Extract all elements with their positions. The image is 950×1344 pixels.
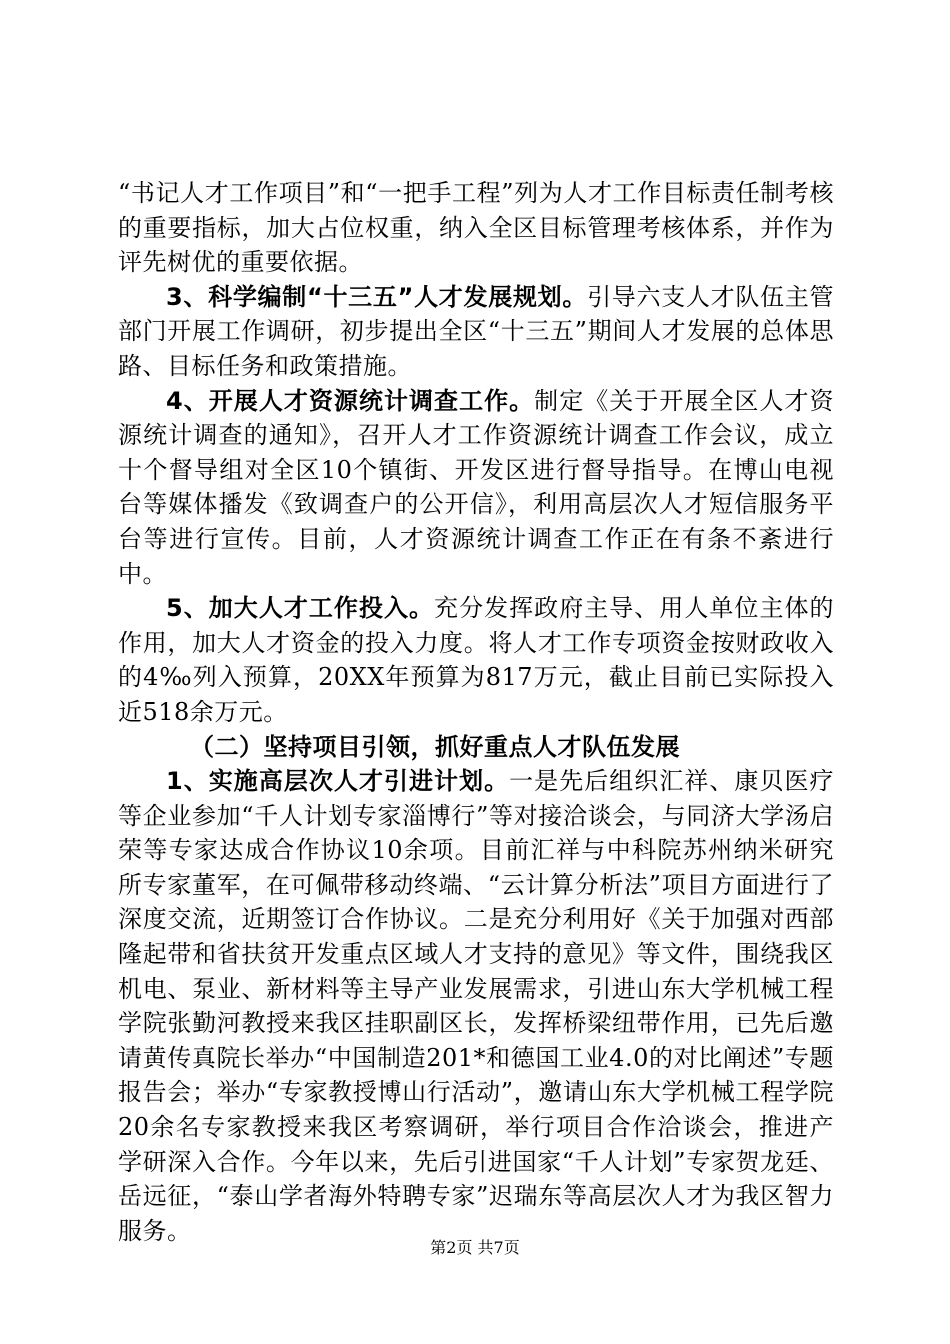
paragraph-text: 一是先后组织汇祥、康贝医疗等企业参加“千人计划专家淄博行”等对接洽谈会，与同济大学汤启荣等专家达成合作协议10余项。目前汇祥与中科院苏州纳米研究所专家董军，在可佩带移动终端、“云计算分析法”项目方面进行了深度交流，近期签订合作协议。二是充分利用好《关于加强对西部隆起带和省扶贫开发重点区域人才支持的意见》等文件，围绕我区机电、泵业、新材料等主导产业发展需求，引进山东大学机械工程学院张勤河教授来我区挂职副区长，发挥桥梁纽带作用，已先后邀请黄传真院长举办“中国制造201*和德国工业4.0的对比阐述”专题报告会；举办“专家教授博山行活动”，邀请山东大学机械工程学院20余名专家教授来我区考察调研，举行项目合作洽谈会，推进产学研深入合作。今年以来，先后引进国家“千人计划”专家贺龙廷、岳远征，“泰山学者海外特聘专家”迟瑞东等高层次人才为我区智力服务。 [118,767,835,1245]
paragraph-investment [118,591,834,729]
paragraph-lead: 4、开展人才资源统计调查工作。 [166,386,535,415]
paragraph-statistics-survey [118,384,834,592]
page-number-label: 第2页 共7页 [430,1238,520,1257]
paragraph-high-level-talent [118,764,834,1248]
section-heading [118,730,834,765]
page-number-footer [0,1238,950,1258]
section-heading-text: （二）坚持项目引领，抓好重点人才队伍发展 [190,732,680,761]
paragraph-lead: 1、实施高层次人才引进计划。 [166,767,510,796]
paragraph-text: 制定《关于开展全区人才资源统计调查的通知》，召开人才工作资源统计调查工作会议，成立十个督导组对全区10个镇街、开发区进行督导指导。在博山电视台等媒体播发《致调查户的公开信》，利用高层次人才短信服务平台等进行宣传。目前，人才资源统计调查工作正在有条不紊进行中。 [118,386,835,588]
paragraph-talent-plan [118,280,834,384]
paragraph-lead: 3、科学编制“十三五”人才发展规划。 [166,282,588,311]
paragraph-text: 充分发挥政府主导、用人单位主体的作用，加大人才资金的投入力度。将人才工作专项资金按财政收入的4‰列入预算，20XX年预算为817万元，截止目前已实际投入近518余万元。 [118,594,835,726]
paragraph-text: 引导六支人才队伍主管部门开展工作调研，初步提出全区“十三五”期间人才发展的总体思路、目标任务和政策措施。 [118,282,834,380]
paragraph-lead: 5、加大人才工作投入。 [166,594,435,623]
paragraph-continuation [118,176,834,280]
document-body [118,176,834,1248]
paragraph-text: “书记人才工作项目”和“一把手工程”列为人才工作目标责任制考核的重要指标，加大占位权重，纳入全区目标管理考核体系，并作为评先树优的重要依据。 [118,179,834,277]
